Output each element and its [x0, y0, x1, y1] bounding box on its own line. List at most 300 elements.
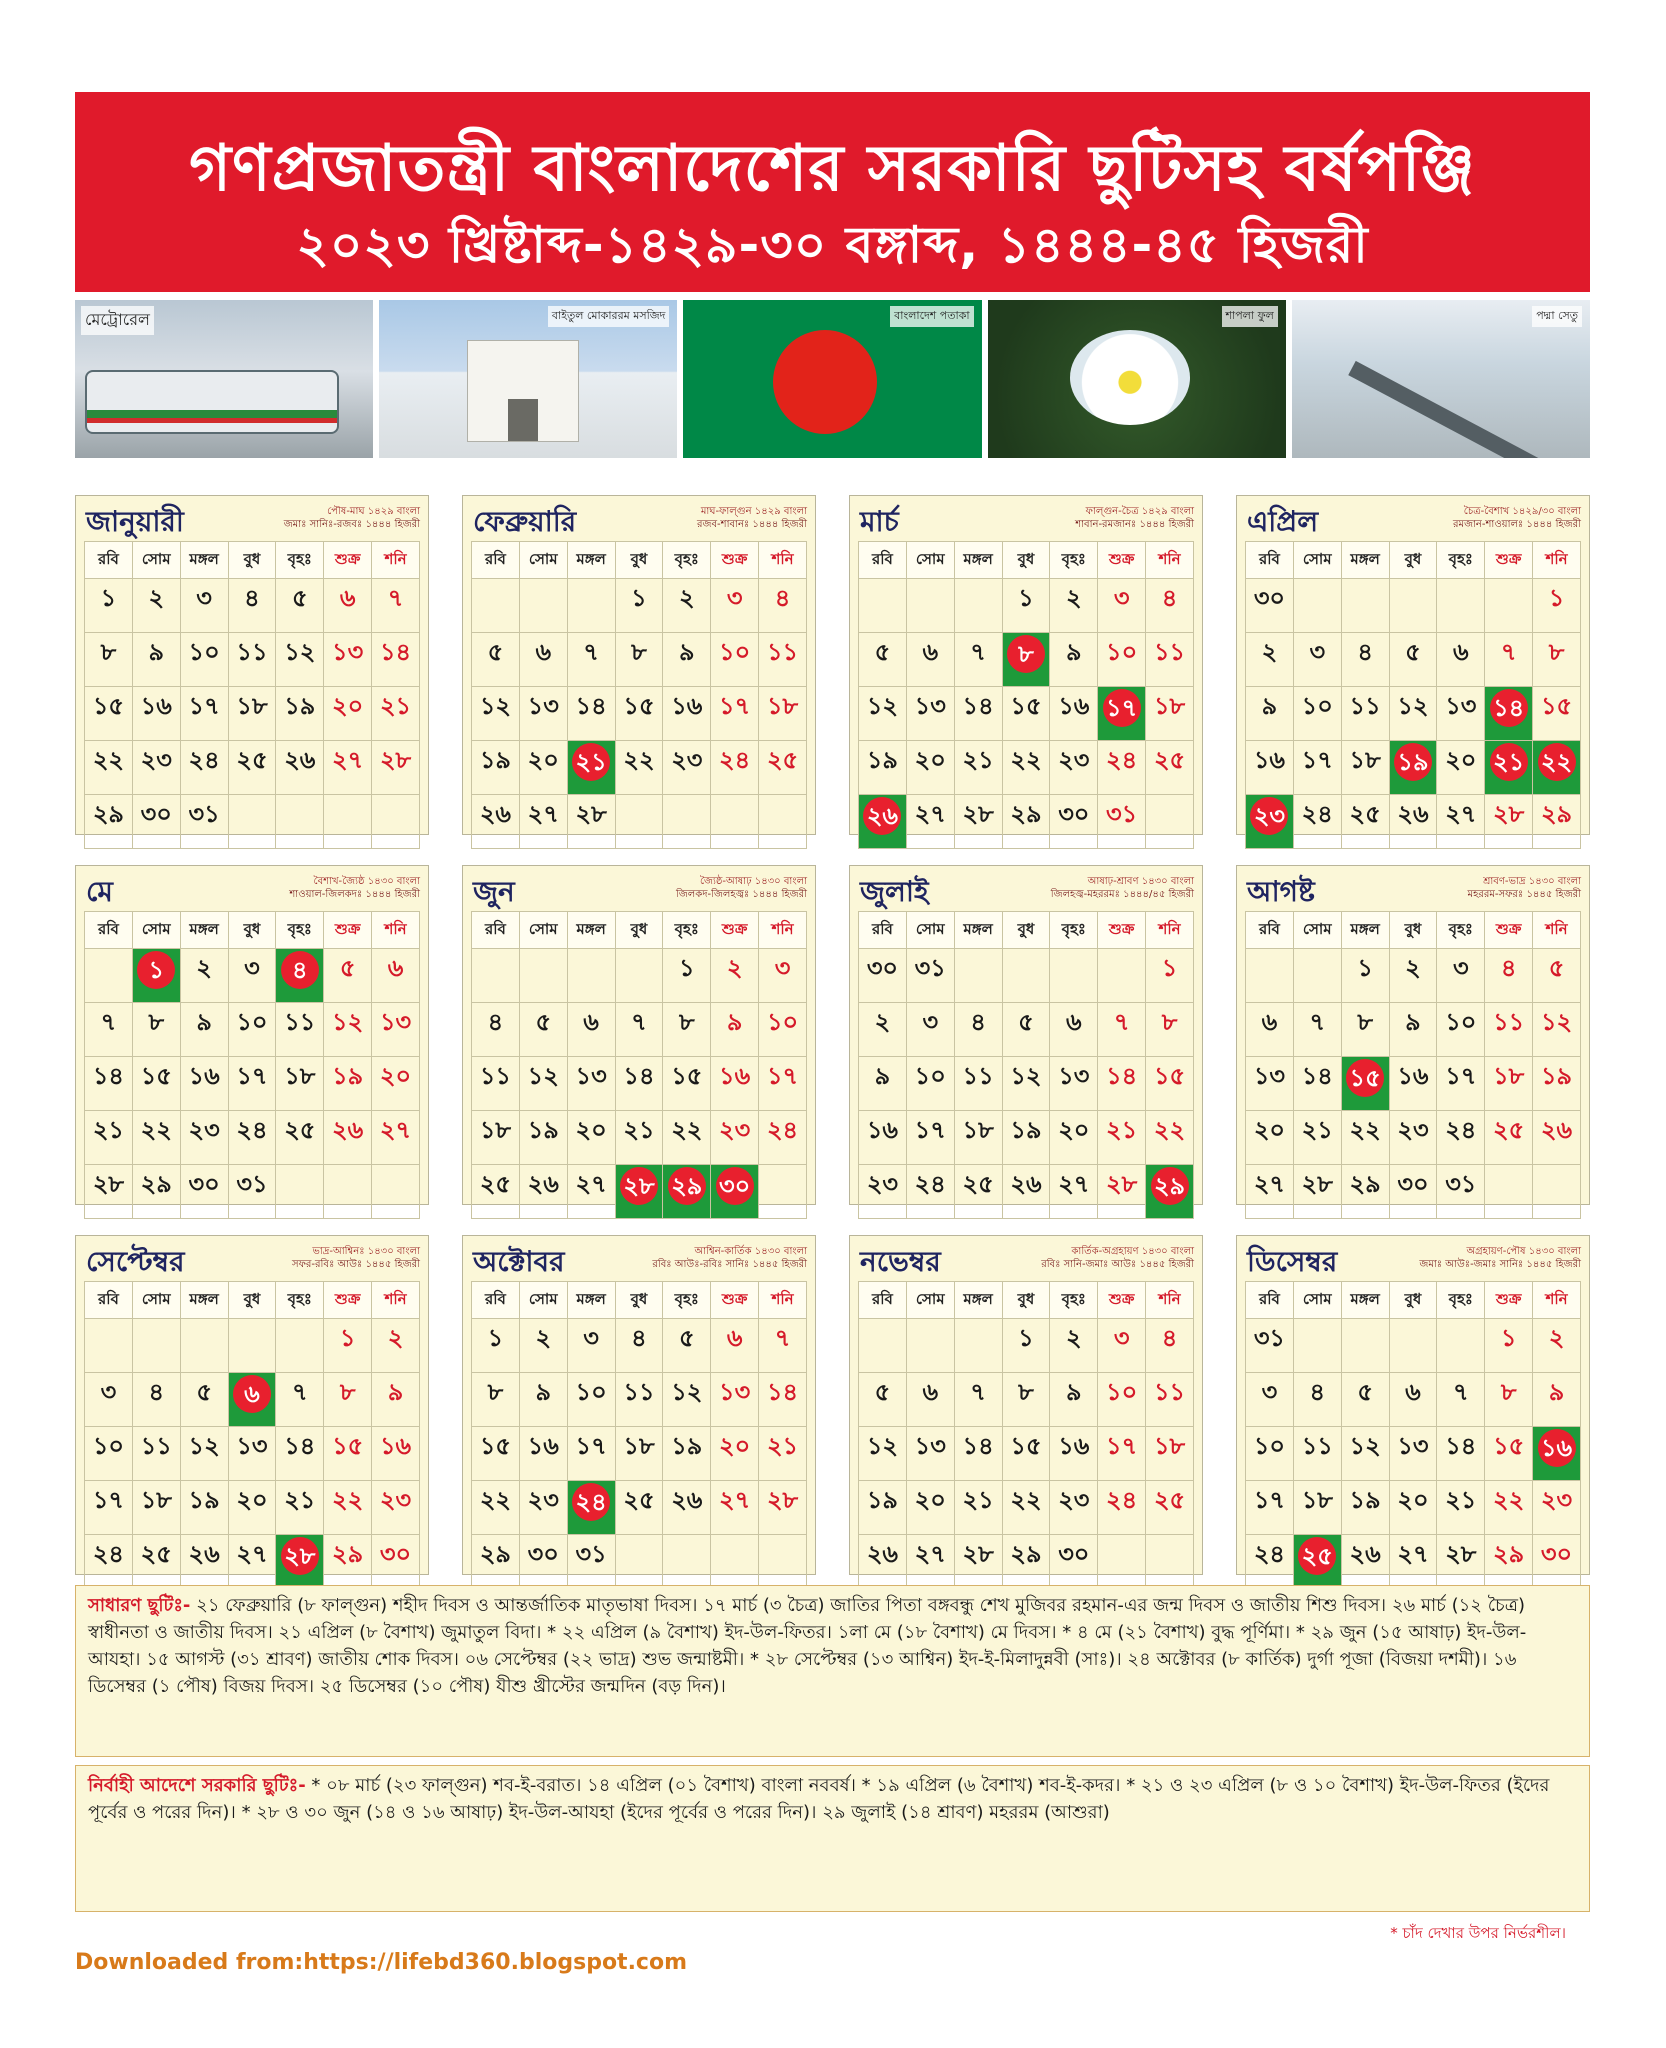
month-name: আগষ্ট — [1247, 875, 1315, 908]
day-cell — [372, 1481, 420, 1535]
day-cell — [85, 579, 133, 633]
day-cell — [228, 1535, 276, 1589]
weekday-header: বুধ — [1389, 542, 1437, 579]
day-cell — [228, 949, 276, 1003]
empty-cell — [372, 795, 420, 849]
day-cell — [711, 1057, 759, 1111]
day-cell — [1485, 1427, 1533, 1481]
day-number: ১২ — [1397, 692, 1429, 720]
day-cell — [276, 741, 324, 795]
day-number: ১৭ — [766, 1062, 799, 1090]
day-number: ২২ — [1538, 743, 1576, 781]
day-number: ৫ — [874, 1378, 891, 1406]
day-cell — [85, 1427, 133, 1481]
empty-cell — [85, 1319, 133, 1373]
day-cell — [372, 741, 420, 795]
day-cell — [1437, 1057, 1485, 1111]
day-cell — [1146, 1111, 1194, 1165]
day-number: ১৭ — [236, 1062, 268, 1090]
day-number: ৭ — [970, 638, 986, 666]
weekday-header: বৃহঃ — [276, 912, 324, 949]
day-number: ৪ — [970, 1008, 986, 1036]
day-cell — [372, 1003, 420, 1057]
day-number: ৮ — [1161, 1008, 1178, 1036]
weekday-header: শনি — [372, 542, 420, 579]
day-number: ৩১ — [1106, 800, 1138, 828]
day-number: ২৭ — [332, 746, 364, 774]
day-cell — [1246, 1165, 1294, 1219]
day-number: ৯ — [1405, 1008, 1421, 1036]
day-number: ২১ — [284, 1486, 316, 1514]
day-number: ৩১ — [188, 800, 220, 828]
day-cell — [1050, 1427, 1098, 1481]
day-cell — [1533, 1535, 1581, 1589]
photo-caption: বাইতুল মোকাররম মসজিদ — [548, 306, 669, 327]
month-panel — [1236, 1235, 1590, 1575]
day-number: ১৬ — [1058, 1432, 1090, 1460]
day-number: ২১ — [623, 1116, 655, 1144]
day-number: ২২ — [1153, 1116, 1186, 1144]
day-cell — [759, 1057, 807, 1111]
day-number: ৩০ — [866, 954, 899, 982]
day-number: ২১ — [1445, 1486, 1477, 1514]
day-cell — [1050, 1481, 1098, 1535]
day-number: ২৬ — [188, 1540, 220, 1568]
day-cell — [1389, 1057, 1437, 1111]
weekday-header: বৃহঃ — [663, 542, 711, 579]
day-cell — [228, 579, 276, 633]
day-number: ৩০ — [716, 1167, 754, 1205]
day-number: ১৮ — [766, 692, 799, 720]
empty-cell — [1341, 1319, 1389, 1373]
day-number: ১১ — [1493, 1008, 1525, 1036]
day-cell — [1098, 1111, 1146, 1165]
day-number: ১৬ — [671, 692, 703, 720]
day-number: ১ — [137, 951, 175, 989]
day-number: ৩১ — [1445, 1170, 1477, 1198]
day-number: ১৮ — [962, 1116, 994, 1144]
day-cell — [1098, 741, 1146, 795]
day-number: ১৫ — [1540, 692, 1573, 720]
day-number: ৩ — [1113, 1324, 1130, 1352]
empty-cell — [906, 1319, 954, 1373]
day-number: ১২ — [527, 1062, 559, 1090]
day-number: ৮ — [1357, 1008, 1373, 1036]
day-cell — [180, 1481, 228, 1535]
empty-cell — [711, 1535, 759, 1589]
day-cell — [372, 1057, 420, 1111]
day-number: ১২ — [479, 692, 512, 720]
day-number: ১২ — [332, 1008, 364, 1036]
day-cell — [472, 1481, 520, 1535]
day-cell — [1146, 633, 1194, 687]
day-cell — [228, 1481, 276, 1535]
day-number: ২১ — [1106, 1116, 1138, 1144]
weekday-header: রবি — [859, 912, 907, 949]
day-number: ৮ — [1548, 638, 1565, 666]
day-cell — [567, 1535, 615, 1589]
photo-caption: বাংলাদেশ পতাকা — [890, 306, 973, 327]
empty-cell — [1389, 579, 1437, 633]
mosque-image — [467, 340, 579, 442]
day-number: ১৪ — [1106, 1062, 1138, 1090]
day-number: ৭ — [1113, 1008, 1130, 1036]
day-number: ২৬ — [479, 800, 512, 828]
hijri-month-range: রবিঃ আউঃ-রবিঃ সানিঃ ১৪৪৫ হিজরী — [652, 1259, 807, 1270]
day-number: ২৫ — [623, 1486, 655, 1514]
month-name: জুন — [473, 875, 515, 908]
day-number: ২২ — [1349, 1116, 1381, 1144]
general-holidays-text: ২১ ফেব্রুয়ারি (৮ ফাল্গুন) শহীদ দিবস ও আন্তর্জাতিক মাতৃভাষা দিবস। ১৭ মার্চ (৩ চৈত্র) জাতির পিতা বঙ্গবন্ধু শেখ মুজিবর রহমান-এর জন্ম দিবস ও জাতীয় শিশু দিবস। ২৬ মার্চ (১২ চৈত্র) স্বাধীনতা ও জাতীয় দিবস। ২১ এপ্রিল (৮ বৈশাখ) জুমাতুল বিদা। * ২২ এপ্রিল (৯ বৈশাখ) ইদ-উল-ফিতর। ১লা মে (১৮ বৈশাখ) মে দিবস। * ৪ মে (২১ বৈশাখ) বুদ্ধ পূর্ণিমা। * ২৯ জুন (১৫ আষাঢ়) ইদ-উল-আযহা। ১৫ আগস্ট (৩১ শ্রাবণ) জাতীয় শোক দিবস। ০৬ সেপ্টেম্বর (২২ ভাদ্র) শুভ জন্মাষ্টমী। * ২৮ সেপ্টেম্বর (১৩ আশ্বিন) ইদ-ই-মিলাদুন্নবী (সাঃ)। ২৪ অক্টোবর (৮ কার্তিক) দুর্গা পূজা (বিজয়া দশমী)। ১৬ ডিসেম্বর (১ পৌষ) বিজয় দিবস। ২৫ ডিসেম্বর (১০ পৌষ) যীশু খ্রীস্টের জন্মদিন (বড় দিন)। — [88, 1595, 1527, 1697]
day-cell — [472, 687, 520, 741]
day-cell — [567, 1057, 615, 1111]
day-number: ১৫ — [92, 692, 124, 720]
day-number: ২৩ — [527, 1486, 559, 1514]
day-number: ৮ — [100, 638, 117, 666]
day-number: ১৫ — [332, 1432, 364, 1460]
day-cell — [1293, 1165, 1341, 1219]
day-number: ২০ — [332, 692, 364, 720]
day-cell — [759, 633, 807, 687]
day-number: ৯ — [726, 1008, 743, 1036]
day-number: ২ — [535, 1324, 552, 1352]
day-number: ১৬ — [140, 692, 172, 720]
day-number: ২৬ — [671, 1486, 703, 1514]
day-cell — [85, 1373, 133, 1427]
day-cell — [1485, 1111, 1533, 1165]
day-number: ২৪ — [1253, 1540, 1286, 1568]
day-number: ১৯ — [188, 1486, 220, 1514]
day-number: ১৫ — [1010, 1432, 1042, 1460]
day-cell — [1146, 1481, 1194, 1535]
hijri-month-range: জিলহজ্ব-মহররমঃ ১৪৪৪/৪৫ হিজরী — [1050, 889, 1194, 900]
day-cell — [906, 1481, 954, 1535]
bangla-month-range: বৈশাখ-জ্যৈষ্ঠ ১৪৩০ বাংলা — [313, 876, 420, 887]
day-cell — [663, 579, 711, 633]
days-table — [1245, 911, 1581, 1219]
day-number: ২০ — [527, 746, 559, 774]
day-cell — [711, 1111, 759, 1165]
day-cell — [372, 1427, 420, 1481]
day-cell — [519, 1111, 567, 1165]
day-number: ১১ — [766, 638, 799, 666]
day-number: ১১ — [1301, 1432, 1333, 1460]
day-cell — [1050, 1373, 1098, 1427]
day-cell — [180, 687, 228, 741]
day-number: ২৮ — [281, 1537, 319, 1575]
day-number: ১০ — [1253, 1432, 1286, 1460]
day-cell — [1341, 633, 1389, 687]
day-cell — [180, 949, 228, 1003]
days-table — [471, 541, 807, 849]
empty-cell — [1293, 1319, 1341, 1373]
day-number: ১ — [1161, 954, 1178, 982]
day-cell — [1341, 1535, 1389, 1589]
day-number: ১৯ — [1010, 1116, 1042, 1144]
bridge-image — [1348, 361, 1567, 458]
day-number: ৮ — [487, 1378, 504, 1406]
day-number: ১২ — [866, 1432, 899, 1460]
day-number: ১৫ — [479, 1432, 511, 1460]
month-panel — [849, 495, 1203, 835]
day-number: ২০ — [914, 1486, 946, 1514]
weekday-header: শুক্র — [1485, 1282, 1533, 1319]
empty-cell — [567, 949, 615, 1003]
day-number: ২১ — [572, 743, 610, 781]
empty-cell — [276, 1319, 324, 1373]
day-number: ২ — [874, 1008, 891, 1036]
day-cell — [859, 741, 907, 795]
day-number: ২৭ — [379, 1116, 412, 1144]
day-cell — [1246, 579, 1294, 633]
day-number: ৫ — [1405, 638, 1421, 666]
day-cell — [1146, 741, 1194, 795]
empty-cell — [276, 795, 324, 849]
day-cell — [1485, 1319, 1533, 1373]
day-cell — [1389, 1003, 1437, 1057]
empty-cell — [1146, 1535, 1194, 1589]
empty-cell — [1533, 1165, 1581, 1219]
day-number: ১৩ — [379, 1008, 412, 1036]
day-number: ২৩ — [1397, 1116, 1429, 1144]
day-number: ১ — [487, 1324, 504, 1352]
empty-cell — [472, 579, 520, 633]
day-cell — [132, 1003, 180, 1057]
day-cell — [519, 1003, 567, 1057]
weekday-header: শুক্র — [711, 912, 759, 949]
day-number: ২৭ — [236, 1540, 268, 1568]
day-cell — [906, 1165, 954, 1219]
day-number: ১২ — [1349, 1432, 1381, 1460]
weekday-header: সোম — [132, 542, 180, 579]
month-panel — [462, 495, 816, 835]
day-cell — [1341, 1481, 1389, 1535]
day-cell — [1098, 1373, 1146, 1427]
day-cell — [132, 687, 180, 741]
empty-cell — [1050, 949, 1098, 1003]
weekday-header: শনি — [759, 912, 807, 949]
day-number: ১৬ — [1058, 692, 1090, 720]
day-cell — [276, 1427, 324, 1481]
weekday-header: মঙ্গল — [180, 1282, 228, 1319]
day-cell — [1246, 1373, 1294, 1427]
day-number: ২০ — [719, 1432, 751, 1460]
weekday-header: শনি — [759, 542, 807, 579]
day-cell — [472, 1111, 520, 1165]
bangla-month-range: কার্তিক-অগ্রহায়ণ ১৪৩০ বাংলা — [1071, 1246, 1194, 1257]
day-number: ১৬ — [1538, 1429, 1576, 1467]
weekday-header: বৃহঃ — [1050, 912, 1098, 949]
day-number: ২২ — [1010, 1486, 1042, 1514]
weekday-header: শুক্র — [1098, 1282, 1146, 1319]
weekday-header: বুধ — [228, 1282, 276, 1319]
day-cell — [663, 1373, 711, 1427]
day-cell — [906, 1003, 954, 1057]
day-cell — [1389, 949, 1437, 1003]
day-cell — [567, 1373, 615, 1427]
day-cell — [1437, 633, 1485, 687]
day-cell — [1389, 1373, 1437, 1427]
day-cell — [859, 1373, 907, 1427]
day-number: ২৯ — [140, 1170, 172, 1198]
day-number: ১৭ — [92, 1486, 125, 1514]
weekday-header: বুধ — [615, 542, 663, 579]
day-number: ১৪ — [575, 692, 607, 720]
day-cell — [180, 1003, 228, 1057]
day-number: ২৬ — [332, 1116, 364, 1144]
day-number: ২৩ — [866, 1170, 899, 1198]
day-cell — [519, 633, 567, 687]
day-number: ৩০ — [1058, 800, 1090, 828]
weekday-header: সোম — [906, 912, 954, 949]
day-number: ১৭ — [1445, 1062, 1477, 1090]
month-name: নভেম্বর — [860, 1245, 941, 1278]
day-number: ৮ — [631, 638, 647, 666]
empty-cell — [228, 1319, 276, 1373]
photo-caption: মেট্রোরেল — [81, 306, 154, 335]
day-cell — [132, 1373, 180, 1427]
day-number: ১৯ — [866, 1486, 898, 1514]
weekday-header: রবি — [1246, 1282, 1294, 1319]
empty-cell — [1485, 1165, 1533, 1219]
day-cell — [615, 1057, 663, 1111]
bangla-month-range: পৌষ-মাঘ ১৪২৯ বাংলা — [327, 506, 420, 517]
day-number: ১২ — [188, 1432, 220, 1460]
empty-cell — [324, 1165, 372, 1219]
day-number: ২০ — [1397, 1486, 1429, 1514]
day-cell — [906, 741, 954, 795]
day-number: ২৭ — [575, 1170, 607, 1198]
day-cell — [180, 1057, 228, 1111]
weekday-header: শনি — [1533, 1282, 1581, 1319]
day-cell — [1389, 795, 1437, 849]
day-cell — [372, 1319, 420, 1373]
day-cell — [906, 1373, 954, 1427]
day-cell — [180, 579, 228, 633]
day-cell — [859, 1111, 907, 1165]
weekday-header: বৃহঃ — [276, 542, 324, 579]
day-cell — [1098, 795, 1146, 849]
day-cell — [954, 1535, 1002, 1589]
executive-holidays-text: * ০৮ মার্চ (২৩ ফাল্গুন) শব-ই-বরাত। ১৪ এপ্রিল (০১ বৈশাখ) বাংলা নববর্ষ। * ১৯ এপ্রিল (৬ বৈশাখ) শব-ই-কদর। * ২১ ও ২৩ এপ্রিল (৮ ও ১০ বৈশাখ) ইদ-উল-ফিতর (ইদের পূর্বের ও পরের দিন)। * ২৮ ও ৩০ জুন (১৪ ও ১৬ আষাঢ়) ইদ-উল-আযহা (ইদের পূর্বের ও পরের দিন)। ২৯ জুলাই (১৪ শ্রাবণ) মহররম (আশুরা) — [88, 1775, 1550, 1823]
day-cell — [85, 1003, 133, 1057]
day-number: ২৯ — [1010, 800, 1042, 828]
day-number: ১০ — [1445, 1008, 1477, 1036]
general-holidays-box — [75, 1585, 1590, 1757]
day-cell — [1246, 1003, 1294, 1057]
month-name: মে — [86, 875, 113, 908]
weekday-header: রবি — [859, 542, 907, 579]
day-number: ১৩ — [236, 1432, 268, 1460]
weekday-header: বৃহঃ — [1437, 1282, 1485, 1319]
empty-cell — [615, 1535, 663, 1589]
day-cell — [1437, 1165, 1485, 1219]
weekday-header: শনি — [759, 1282, 807, 1319]
day-cell — [1485, 1535, 1533, 1589]
bangla-month-range: মাঘ-ফাল্গুন ১৪২৯ বাংলা — [700, 506, 807, 517]
day-number: ৭ — [631, 1008, 647, 1036]
day-cell — [567, 795, 615, 849]
day-cell — [1098, 1481, 1146, 1535]
day-number: ২৬ — [284, 746, 316, 774]
hijri-month-range: মহররম-সফরঃ ১৪৪৫ হিজরী — [1467, 889, 1581, 900]
day-number: ২৮ — [1445, 1540, 1477, 1568]
day-number: ৪ — [1161, 584, 1178, 612]
day-number: ৩০ — [188, 1170, 220, 1198]
title-banner — [75, 92, 1590, 292]
day-number: ২৫ — [1153, 1486, 1186, 1514]
day-number: ১৯ — [1394, 743, 1432, 781]
day-cell — [1389, 1427, 1437, 1481]
day-cell — [1246, 1111, 1294, 1165]
day-number: ১ — [679, 954, 695, 982]
day-number: ৩ — [100, 1378, 117, 1406]
day-cell — [954, 1057, 1002, 1111]
day-number: ১৬ — [188, 1062, 220, 1090]
days-table — [858, 541, 1194, 849]
day-cell — [759, 741, 807, 795]
hijri-month-range: সফর-রবিঃ আউঃ ১৪৪৫ হিজরী — [292, 1259, 420, 1270]
day-number: ৫ — [196, 1378, 212, 1406]
day-cell — [1293, 741, 1341, 795]
day-cell — [472, 795, 520, 849]
day-cell — [663, 633, 711, 687]
day-cell — [180, 741, 228, 795]
day-number: ৬ — [535, 638, 552, 666]
empty-cell — [663, 1535, 711, 1589]
day-number: ১১ — [1153, 1378, 1186, 1406]
day-number: ৮ — [148, 1008, 165, 1036]
day-cell — [615, 1481, 663, 1535]
weekday-header: মঙ্গল — [954, 542, 1002, 579]
day-cell — [1002, 1373, 1050, 1427]
day-number: ৫ — [487, 638, 504, 666]
day-cell — [859, 633, 907, 687]
day-cell — [1002, 1057, 1050, 1111]
empty-cell — [1341, 579, 1389, 633]
day-cell — [132, 1481, 180, 1535]
day-cell — [759, 949, 807, 1003]
day-number: ১৮ — [236, 692, 268, 720]
day-number: ১৪ — [1301, 1062, 1333, 1090]
day-cell — [472, 741, 520, 795]
day-cell — [1002, 1003, 1050, 1057]
day-cell — [759, 579, 807, 633]
day-cell — [180, 1111, 228, 1165]
empty-cell — [228, 795, 276, 849]
day-number: ১০ — [575, 1378, 607, 1406]
day-number: ১৩ — [527, 692, 559, 720]
day-number: ১০ — [236, 1008, 268, 1036]
month-panel — [849, 1235, 1203, 1575]
day-number: ১৪ — [284, 1432, 316, 1460]
weekday-header: সোম — [132, 1282, 180, 1319]
day-number: ৮ — [1500, 1378, 1517, 1406]
day-number: ২৭ — [527, 800, 559, 828]
day-cell — [1533, 579, 1581, 633]
day-number: ১৭ — [188, 692, 220, 720]
day-cell — [1533, 1057, 1581, 1111]
day-number: ১৭ — [1253, 1486, 1286, 1514]
month-name: ডিসেম্বর — [1247, 1245, 1338, 1278]
day-number: ১৮ — [623, 1432, 655, 1460]
day-cell — [1341, 1427, 1389, 1481]
day-cell — [906, 949, 954, 1003]
day-cell — [519, 1535, 567, 1589]
day-number: ৩০ — [1540, 1540, 1573, 1568]
day-number: ২৯ — [1349, 1170, 1381, 1198]
hijri-month-range: রজব-শাবানঃ ১৪৪৪ হিজরী — [697, 519, 807, 530]
